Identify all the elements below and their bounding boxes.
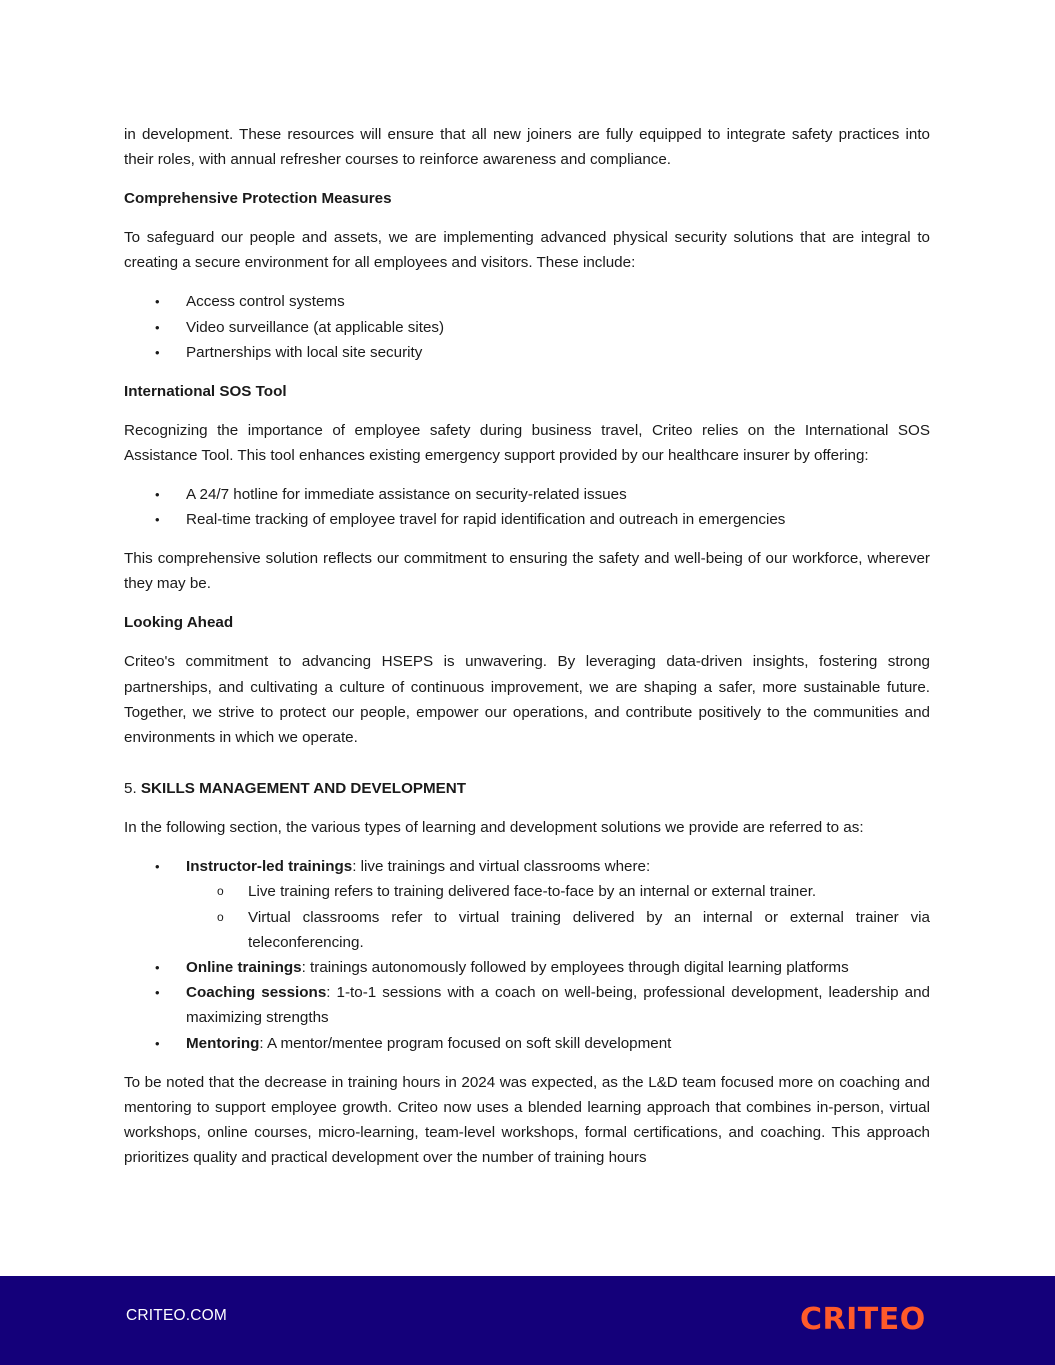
sos-closing: This comprehensive solution reflects our commitment to ensuring the safety and well-being of our workforce, wherever they may be. (124, 550, 930, 593)
list-item-text: Video surveillance (at applicable sites) (186, 318, 445, 336)
list-item-text: Real-time tracking of employee travel for rapid identification and outreach in emergencies (186, 511, 786, 529)
protection-list (124, 289, 930, 365)
sos-heading: International SOS Tool (124, 382, 287, 400)
sub-bullet-icon: o (217, 884, 224, 899)
list-item-term: Online trainings (186, 959, 302, 977)
bullet-icon: • (155, 344, 160, 360)
skills-closing: To be noted that the decrease in training hours in 2024 was expected, as the L&D team focused more on coaching and mentoring to support employee growth. Criteo now uses a blended learning approach that combines in-person, virtual workshops, online courses, micro-learning, team-level workshops, formal certifications, and coaching. This approach prioritizes quality and practical development over the number of training hours (124, 1073, 930, 1167)
sub-list-item-text: Live training refers to training delivered face-to-face by an internal or external trainer. (248, 883, 817, 901)
bullet-icon: • (155, 319, 160, 335)
section-number: 5. (124, 780, 137, 798)
sub-list-item (186, 905, 930, 955)
list-item (124, 289, 930, 314)
skills-list (124, 854, 930, 1056)
list-item (124, 507, 930, 532)
list-item-text: : 1-to-1 sessions with a coach on well-being, professional development, leadership and maximizing strengths (186, 984, 930, 1027)
sub-bullet-icon: o (217, 909, 224, 924)
list-item-term: Instructor-led trainings (186, 858, 353, 876)
sub-list-item-text: Virtual classrooms refer to virtual training delivered by an internal or external trainer via teleconferencing. (248, 908, 930, 951)
section-title (124, 776, 930, 801)
list-item-text: : trainings autonomously followed by employees through digital learning platforms (301, 959, 849, 977)
list-item (124, 955, 930, 980)
page-footer (0, 1276, 1055, 1365)
criteo-logo-text: CRITEO (800, 1302, 926, 1337)
bullet-icon: • (155, 487, 160, 503)
intro-paragraph: in development. These resources will ensure that all new joiners are fully equipped to integrate safety practices into their roles, with annual refresher courses to reinforce awareness and compliance. (124, 126, 930, 169)
sos-list (124, 482, 930, 532)
list-item-text: Access control systems (186, 293, 345, 311)
bullet-icon: • (155, 512, 160, 528)
bullet-icon: • (155, 1035, 160, 1051)
list-item-term: Coaching sessions (186, 984, 327, 1002)
list-item-text: : A mentor/mentee program focused on soft skill development (259, 1034, 672, 1052)
protection-heading: Comprehensive Protection Measures (124, 190, 392, 208)
protection-paragraph: To safeguard our people and assets, we are implementing advanced physical security solutions that are integral to creating a secure environment for all employees and visitors. These include: (124, 229, 930, 272)
list-item-term: Mentoring (186, 1034, 260, 1052)
sub-list-item (186, 879, 930, 904)
list-item-text: A 24/7 hotline for immediate assistance on security-related issues (186, 486, 627, 504)
list-item (124, 1031, 930, 1056)
section-title-text: SKILLS MANAGEMENT AND DEVELOPMENT (140, 780, 467, 798)
document-body (124, 122, 930, 1184)
bullet-icon: • (155, 985, 160, 1001)
bullet-icon: • (155, 960, 160, 976)
list-item (124, 340, 930, 365)
criteo-logo (800, 1303, 930, 1337)
list-item (124, 315, 930, 340)
bullet-icon: • (155, 859, 160, 875)
bullet-icon: • (155, 294, 160, 310)
looking-ahead-heading: Looking Ahead (124, 614, 234, 632)
list-item-text: : live trainings and virtual classrooms where: (352, 858, 651, 876)
list-item (124, 482, 930, 507)
sub-list (186, 879, 930, 955)
list-item-text: Partnerships with local site security (186, 343, 423, 361)
skills-intro: In the following section, the various types of learning and development solutions we provide are referred to as: (124, 819, 864, 837)
list-item (124, 854, 930, 955)
sos-paragraph: Recognizing the importance of employee safety during business travel, Criteo relies on the International SOS Assistance Tool. This tool enhances existing emergency support provided by our healthcare insurer by offering: (124, 421, 930, 465)
footer-url-link[interactable]: CRITEO.COM (126, 1307, 228, 1324)
list-item (124, 980, 930, 1030)
looking-ahead-paragraph: Criteo's commitment to advancing HSEPS is unwavering. By leveraging data-driven insights, fostering strong partnerships, and cultivating a culture of continuous improvement, we are shaping a safer, more sustainable future. Together, we strive to protect our people, empower our operations, and contribute positively to the communities and environments in which we operate. (124, 653, 930, 747)
